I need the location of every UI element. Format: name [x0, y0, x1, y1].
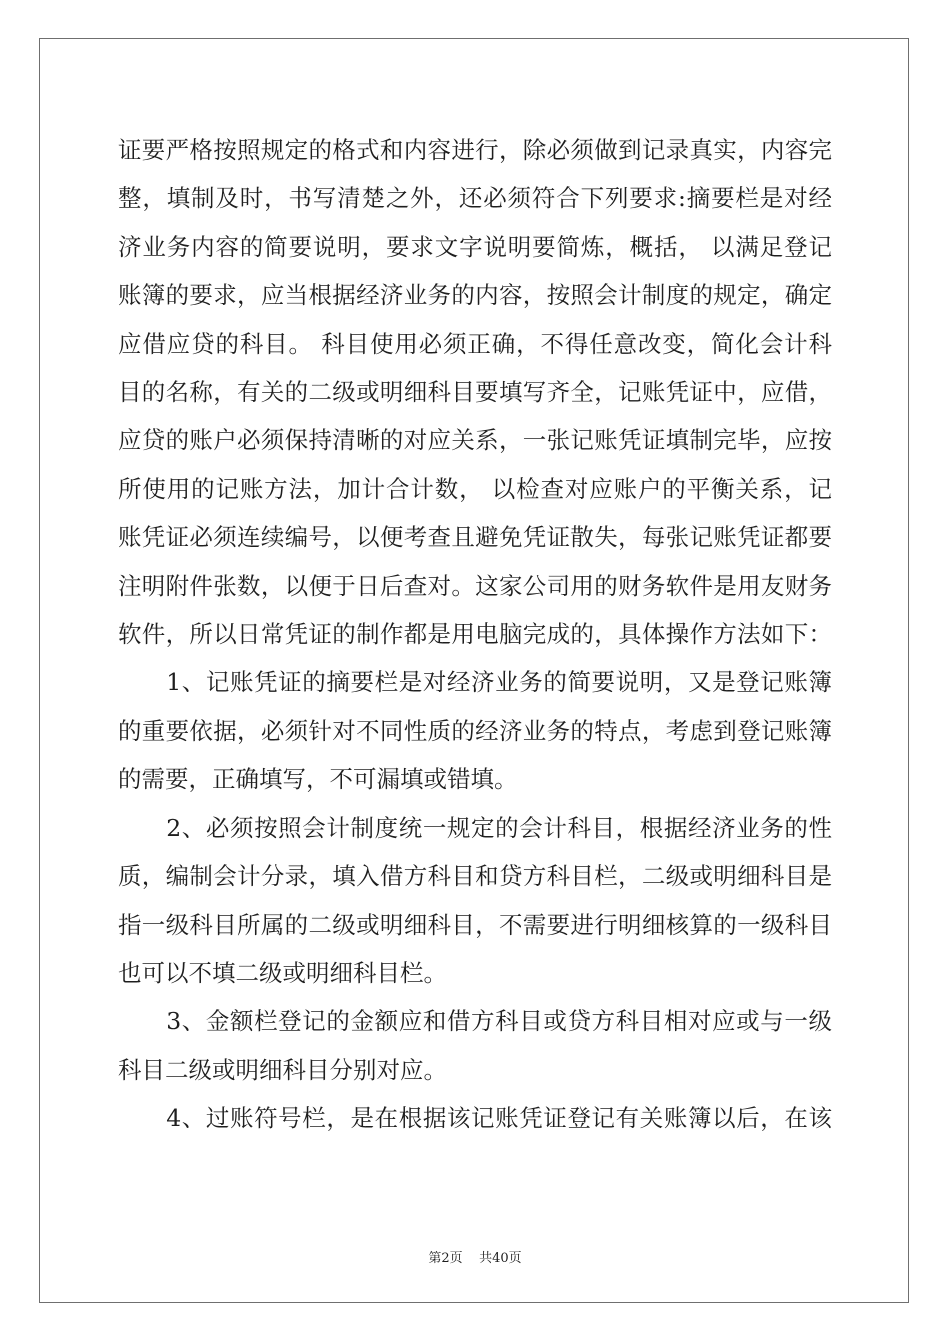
page-footer	[0, 1247, 950, 1266]
text-line: 的重要依据，必须针对不同性质的经济业务的特点，考虑到登记账簿	[118, 716, 832, 745]
footer-spacer	[463, 1251, 480, 1266]
text-line: 4、过账符号栏，是在根据该记账凭证登记有关账簿以后，在该	[118, 1104, 832, 1133]
text-line: 2、必须按照会计制度统一规定的会计科目，根据经济业务的性	[118, 813, 832, 842]
page-number: 第2页	[428, 1251, 463, 1266]
text-line: 应贷的账户必须保持清晰的对应关系，一张记账凭证填制完毕，应按	[118, 426, 832, 455]
document-body	[118, 126, 832, 1143]
text-line: 也可以不填二级或明细科目栏。	[118, 958, 447, 987]
text-line: 指一级科目所属的二级或明细科目，不需要进行明细核算的一级科目	[118, 910, 832, 939]
text-line: 应借应贷的科目。 科目使用必须正确，不得任意改变，简化会计科	[118, 329, 832, 358]
text-line: 注明附件张数，以便于日后查对。这家公司用的财务软件是用友财务	[118, 571, 832, 600]
page-total: 共40页	[479, 1251, 522, 1266]
text-line: 质，编制会计分录，填入借方科目和贷方科目栏，二级或明细科目是	[118, 862, 832, 891]
text-line: 科目二级或明细科目分别对应。	[118, 1055, 447, 1084]
text-line: 整，填制及时，书写清楚之外，还必须符合下列要求:摘要栏是对经	[118, 184, 832, 213]
text-line: 所使用的记账方法，加计合计数， 以检查对应账户的平衡关系，记	[118, 474, 832, 503]
text-line: 济业务内容的简要说明，要求文字说明要简炼，概括， 以满足登记	[118, 232, 832, 261]
text-line: 1、记账凭证的摘要栏是对经济业务的简要说明，又是登记账簿	[118, 668, 832, 697]
text-line: 账簿的要求，应当根据经济业务的内容，按照会计制度的规定，确定	[118, 281, 832, 310]
text-line: 账凭证必须连续编号，以便考查且避免凭证散失，每张记账凭证都要	[118, 523, 832, 552]
text-line: 的需要，正确填写，不可漏填或错填。	[118, 765, 518, 794]
text-line: 证要严格按照规定的格式和内容进行，除必须做到记录真实，内容完	[118, 136, 832, 164]
text-line: 3、金额栏登记的金额应和借方科目或贷方科目相对应或与一级	[118, 1007, 832, 1036]
text-line: 目的名称，有关的二级或明细科目要填写齐全，记账凭证中，应借，	[118, 378, 832, 407]
text-line: 软件，所以日常凭证的制作都是用电脑完成的，具体操作方法如下：	[118, 620, 832, 649]
